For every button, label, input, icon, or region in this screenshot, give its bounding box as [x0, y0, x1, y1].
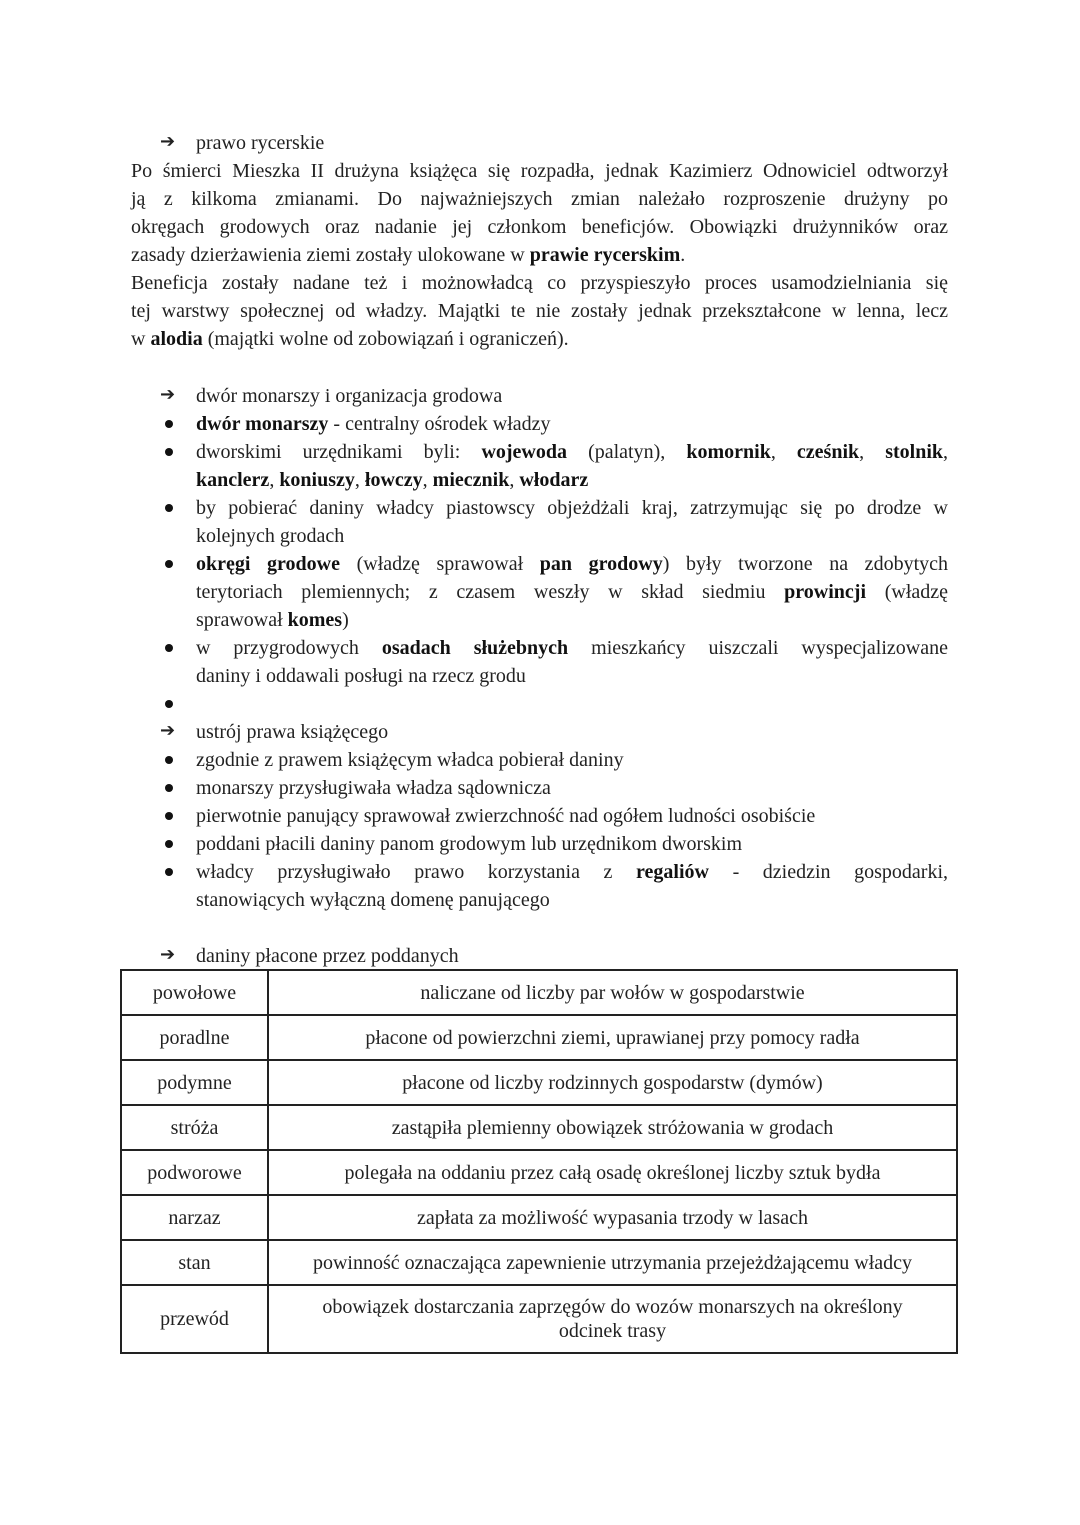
bullet-icon [165, 756, 173, 764]
bullet-icon [165, 560, 173, 568]
bullet-icon [165, 504, 173, 512]
list-item-continuation: stanowiących wyłączną domenę panującego [196, 889, 550, 911]
bullet-icon [165, 420, 173, 428]
table-row [121, 1060, 957, 1105]
table-row [121, 1150, 957, 1195]
table-cell-desc: płacone od liczby rodzinnych gospodarstw (dymów) [268, 1060, 957, 1105]
bullet-icon [165, 700, 173, 708]
table-cell-desc: obowiązek dostarczania zaprzęgów do wozów monarszych na określony odcinek trasy [268, 1285, 957, 1353]
list-item: monarszy przysługiwała władza sądownicza [196, 777, 551, 799]
list-item: pierwotnie panujący sprawował zwierzchność nad ogółem ludności osobiście [196, 805, 816, 827]
bullet-icon [165, 448, 173, 456]
table-cell-desc: płacone od powierzchni ziemi, uprawianej przy pomocy radła [268, 1015, 957, 1060]
arrow-bullet-icon: ➔ [160, 131, 176, 152]
table-cell-name: stan [121, 1240, 268, 1285]
paragraph-line: Po śmierci Mieszka II drużyna książęca się rozpadła, jednak Kazimierz Odnowiciel odtworzył [131, 160, 948, 182]
list-item: władcy przysługiwało prawo korzystania z regaliów - dziedzin gospodarki, [196, 861, 949, 883]
list-item: w przygrodowych osadach służebnych mieszkańcy uiszczali wyspecjalizowane [196, 637, 948, 659]
list-item-continuation: terytoriach plemiennych; z czasem weszły w skład siedmiu prowincji (władzę [196, 581, 949, 603]
arrow-bullet-icon: ➔ [160, 944, 176, 965]
bullet-icon [165, 812, 173, 820]
list-item-continuation: kanclerz, koniuszy, łowczy, miecznik, włodarz [196, 469, 589, 491]
section-heading-prawo-rycerskie: prawo rycerskie [196, 132, 325, 154]
table-cell-name: poradlne [121, 1015, 268, 1060]
paragraph-line: okręgach grodowych oraz nadanie jej członkom beneficjów. Obowiązki drużynników oraz [131, 216, 948, 238]
bullet-icon [165, 840, 173, 848]
paragraph-line: zasady dzierżawienia ziemi zostały ulokowane w prawie rycerskim. [131, 244, 686, 266]
table-row [121, 1240, 957, 1285]
table-cell-desc: naliczane od liczby par wołów w gospodarstwie [268, 970, 957, 1015]
list-item: by pobierać daniny władcy piastowscy objeżdżali kraj, zatrzymując się po drodze w [196, 497, 948, 519]
table-cell-name: podworowe [121, 1150, 268, 1195]
list-item: poddani płacili daniny panom grodowym lub urzędnikom dworskim [196, 833, 743, 855]
table-row [121, 1195, 957, 1240]
table-cell-name: powołowe [121, 970, 268, 1015]
paragraph-line: ją z kilkoma zmianami. Do najważniejszych zmian należało rozproszenie drużyny po [131, 188, 948, 210]
list-item: okręgi grodowe (władzę sprawował pan grodowy) były tworzone na zdobytych [196, 553, 948, 575]
paragraph-line: Beneficja zostały nadane też i możnowładcą co przyspieszyło proces usamodzielniania się [131, 272, 948, 294]
list-item: zgodnie z prawem książęcym władca pobierał daniny [196, 749, 624, 771]
bullet-icon [165, 784, 173, 792]
table-row [121, 1105, 957, 1150]
table-cell-name: przewód [121, 1285, 268, 1353]
list-item-continuation: kolejnych grodach [196, 525, 345, 547]
table-cell-name: podymne [121, 1060, 268, 1105]
arrow-bullet-icon: ➔ [160, 384, 176, 405]
table-cell-desc: polegała na oddaniu przez całą osadę określonej liczby sztuk bydła [268, 1150, 957, 1195]
arrow-bullet-icon: ➔ [160, 720, 176, 741]
table-cell-desc: zapłata za możliwość wypasania trzody w lasach [268, 1195, 957, 1240]
paragraph-line: w alodia (majątki wolne od zobowiązań i ograniczeń). [131, 328, 569, 350]
table-cell-desc: powinność oznaczająca zapewnienie utrzymania przejeżdżającemu władcy [268, 1240, 957, 1285]
table-cell-name: stróża [121, 1105, 268, 1150]
list-item: dworskimi urzędnikami byli: wojewoda (palatyn), komornik, cześnik, stolnik, [196, 441, 949, 463]
section-heading-daniny: daniny płacone przez poddanych [196, 945, 459, 967]
section-heading-ustroj: ustrój prawa książęcego [196, 721, 389, 743]
list-item-continuation: sprawował komes) [196, 609, 349, 631]
bullet-icon [165, 868, 173, 876]
list-item: dwór monarszy - centralny ośrodek władzy [196, 413, 551, 435]
table-row [121, 970, 957, 1015]
list-item-continuation: daniny i oddawali posługi na rzecz grodu [196, 665, 526, 687]
table-cell-desc: zastąpiła plemienny obowiązek stróżowania w grodach [268, 1105, 957, 1150]
table-row [121, 1015, 957, 1060]
bullet-icon [165, 644, 173, 652]
section-heading-dwor: dwór monarszy i organizacja grodowa [196, 385, 503, 407]
paragraph-line: tej warstwy społecznej od władzy. Majątki te nie zostały jednak przekształcone w lenna, lecz [131, 300, 948, 322]
table-row [121, 1285, 957, 1353]
daniny-table [120, 969, 958, 1354]
table-cell-name: narzaz [121, 1195, 268, 1240]
